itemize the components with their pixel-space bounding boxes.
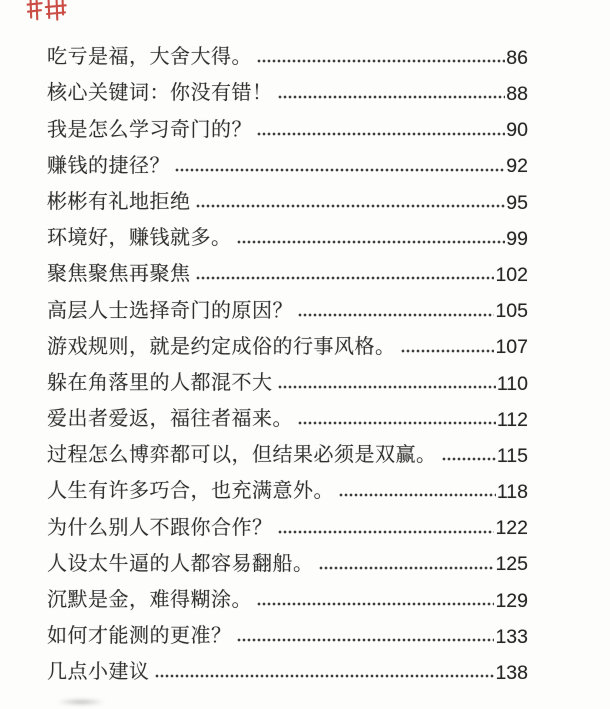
toc-entry (47, 541, 528, 577)
toc-entry-page: 138 (495, 662, 528, 684)
dot-leader (196, 276, 495, 280)
toc-entry (47, 70, 528, 106)
toc-entry (47, 613, 528, 649)
dot-leader (257, 132, 505, 136)
toc-entry-title: 赚钱的捷径？ (47, 154, 170, 177)
toc-entry (47, 106, 528, 142)
toc-entry (47, 504, 528, 540)
dot-leader (278, 385, 496, 389)
toc-entry-title: 我是怎么学习奇门的？ (47, 118, 252, 141)
toc-entry (47, 287, 528, 323)
toc-entry-title: 人生有许多巧合，也充满意外。 (47, 480, 334, 503)
dot-leader (237, 240, 506, 244)
red-stamp-icon (26, 0, 67, 28)
toc-entry-page: 110 (496, 372, 528, 395)
toc-entry (47, 34, 528, 70)
toc-entry (47, 179, 528, 215)
dot-leader (298, 313, 494, 317)
toc-entry (47, 251, 528, 287)
toc-entry-page: 112 (496, 408, 528, 431)
toc-entry-title: 躲在角落里的人都混不大 (47, 371, 273, 394)
toc-entry (47, 468, 528, 504)
toc-entry-page: 99 (506, 227, 528, 250)
dot-leader (278, 530, 495, 534)
dot-leader (155, 674, 495, 678)
toc-entry-page: 125 (495, 553, 528, 576)
toc-entry-page: 107 (495, 336, 528, 359)
toc-entry-page: 122 (495, 517, 528, 540)
toc-entry-title: 过程怎么博弈都可以，但结果必须是双赢。 (47, 444, 437, 467)
toc-entry-page: 90 (506, 119, 528, 142)
toc-entry (47, 396, 528, 432)
dot-leader (237, 638, 495, 642)
toc-entry-title: 核心关键词：你没有错！ (47, 82, 273, 105)
dot-leader (319, 566, 495, 570)
toc-entry-title: 彬彬有礼地拒绝 (47, 190, 191, 213)
toc-entry-page: 88 (506, 83, 528, 105)
toc-entry (47, 360, 528, 396)
dot-leader (442, 457, 496, 461)
toc-entry-title: 环境好，赚钱就多。 (47, 227, 232, 250)
dot-leader (278, 95, 506, 99)
dot-leader (257, 602, 494, 606)
toc-entry-title: 人设太牛逼的人都容易翻船。 (47, 552, 314, 575)
toc-entry (47, 324, 528, 360)
toc-entry-page: 133 (495, 625, 528, 648)
page-smudge (56, 698, 106, 706)
toc-entry-title: 沉默是金，难得糊涂。 (47, 589, 252, 611)
toc-entry-title: 如何才能测的更准？ (47, 625, 232, 648)
toc-entry-page: 105 (495, 300, 528, 323)
toc-entry-page: 86 (506, 46, 528, 69)
toc-entry-page: 102 (495, 263, 528, 286)
toc-entry (47, 577, 528, 613)
toc-entry-title: 聚焦聚焦再聚焦 (47, 263, 191, 286)
toc-entry-page: 115 (496, 444, 528, 467)
toc-entry-title: 吃亏是福，大舍大得。 (47, 46, 252, 69)
toc-entry (47, 432, 528, 468)
toc-entry-title: 为什么别人不跟你合作？ (47, 516, 273, 539)
dot-leader (196, 204, 506, 208)
dot-leader (175, 168, 505, 172)
toc-entry (47, 143, 528, 179)
toc-entry-title: 几点小建议 (47, 661, 150, 684)
toc-entry-title: 爱出者爱返，福往者福来。 (47, 408, 293, 431)
dot-leader (298, 421, 496, 425)
toc-entry (47, 649, 528, 685)
toc-list (0, 34, 610, 685)
toc-entry-title: 游戏规则，就是约定成俗的行事风格。 (47, 335, 396, 358)
toc-entry-page: 95 (506, 191, 528, 214)
dot-leader (339, 493, 496, 497)
toc-entry-page: 92 (506, 155, 528, 178)
dot-leader (257, 59, 505, 63)
toc-entry-page: 118 (496, 481, 528, 504)
dot-leader (401, 349, 495, 353)
toc-entry (47, 215, 528, 251)
toc-entry-page: 129 (495, 589, 528, 612)
toc-entry-title: 高层人士选择奇门的原因？ (47, 299, 293, 322)
